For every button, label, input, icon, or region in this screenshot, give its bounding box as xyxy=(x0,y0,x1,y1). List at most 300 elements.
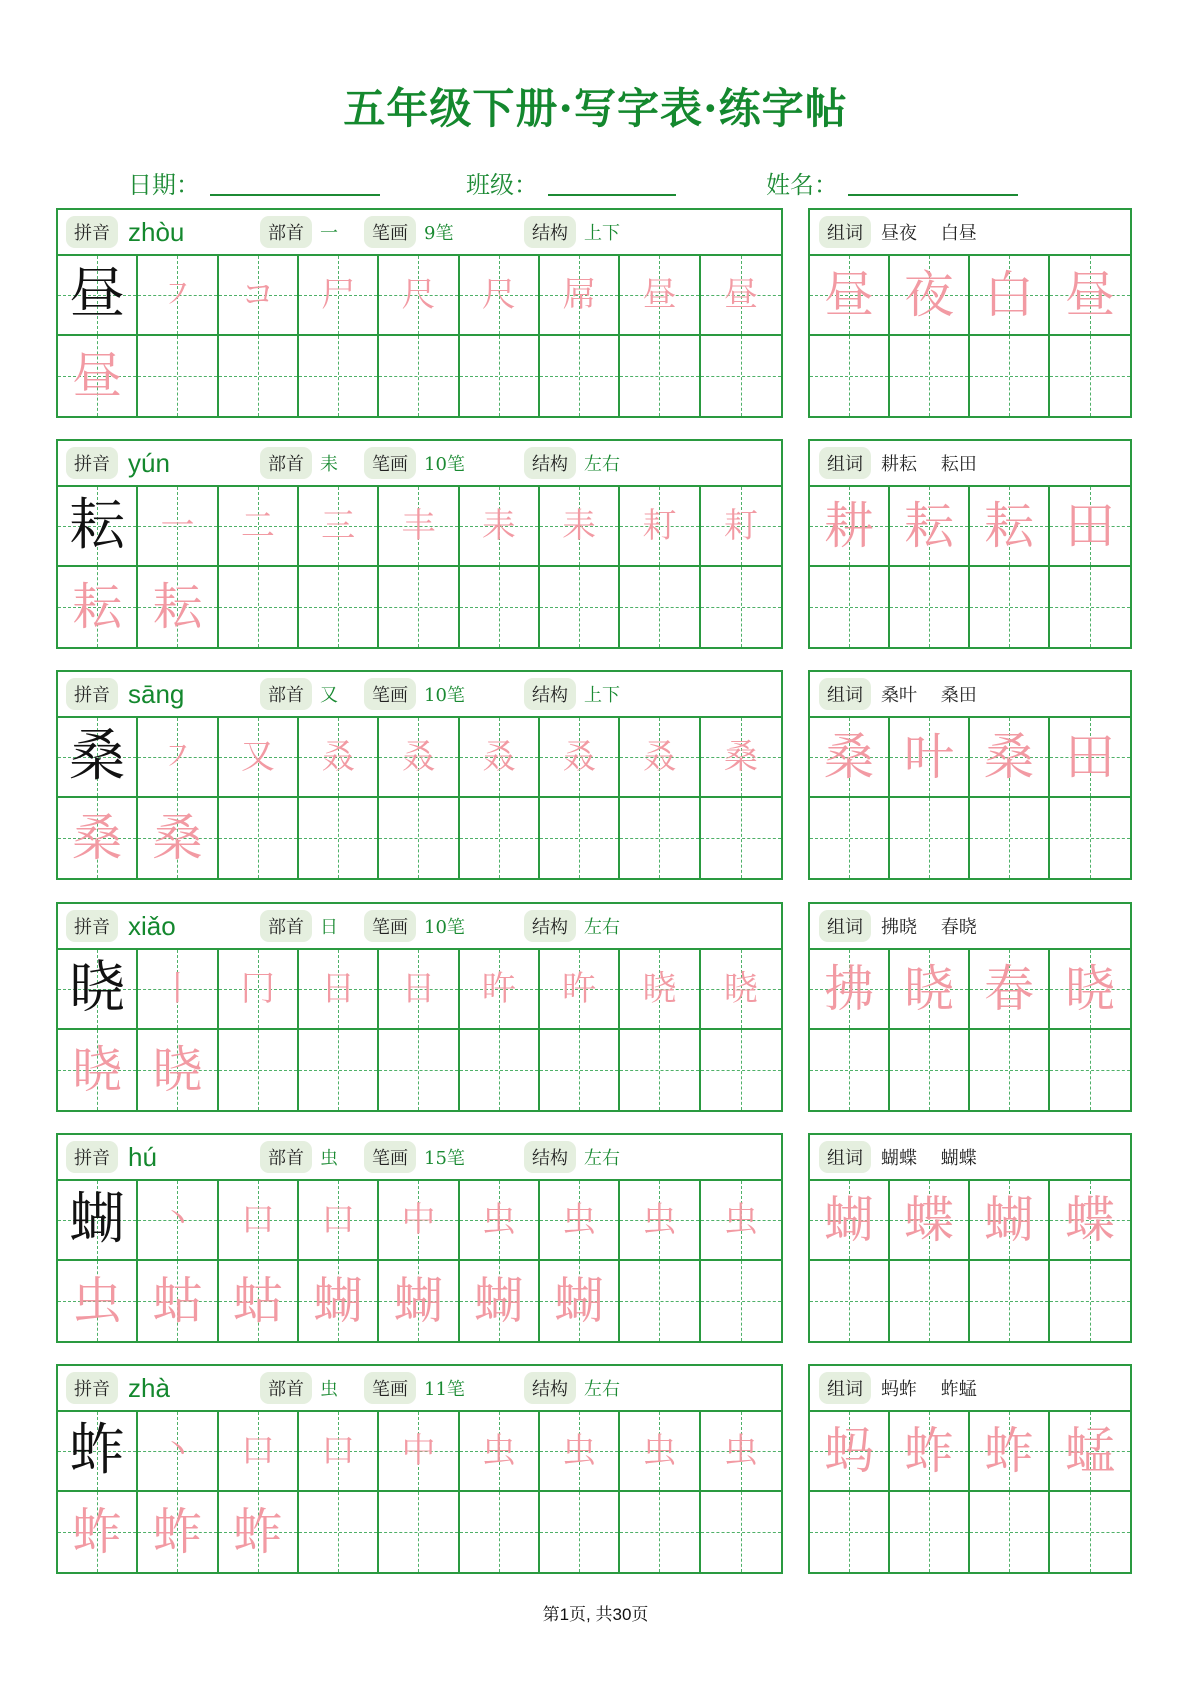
writing-cell[interactable] xyxy=(58,487,138,567)
writing-cell[interactable] xyxy=(970,950,1050,1030)
writing-cell[interactable] xyxy=(58,718,138,798)
writing-cell[interactable] xyxy=(138,1412,218,1492)
writing-cell[interactable] xyxy=(701,256,781,336)
strokes-value: 9笔 xyxy=(424,223,454,244)
writing-cell[interactable] xyxy=(460,950,540,1030)
word-practice-block xyxy=(808,1364,1132,1574)
writing-cell[interactable] xyxy=(299,1492,379,1572)
writing-cell[interactable] xyxy=(219,487,299,567)
writing-cell[interactable] xyxy=(970,487,1050,567)
structure-tag: 结构 xyxy=(524,447,576,479)
writing-cell[interactable] xyxy=(138,567,218,647)
stroke-order-step: 旿 xyxy=(481,969,516,1009)
words-value: 蝴蝶 蝴蝶 xyxy=(881,1148,977,1169)
word-trace-character: 桑 xyxy=(824,728,874,786)
writing-cell[interactable] xyxy=(58,798,138,878)
writing-cell[interactable] xyxy=(219,1492,299,1572)
writing-cell[interactable] xyxy=(379,1492,459,1572)
word-trace-character: 昼 xyxy=(1065,266,1115,324)
words-tag: 组词 xyxy=(819,1141,871,1173)
trace-character: 桑 xyxy=(152,809,203,867)
writing-cell[interactable] xyxy=(1050,1492,1130,1572)
writing-cell[interactable] xyxy=(379,718,459,798)
writing-cell[interactable] xyxy=(540,798,620,878)
writing-cell[interactable] xyxy=(1050,798,1130,878)
writing-cell[interactable] xyxy=(219,336,299,416)
writing-cell[interactable] xyxy=(970,1261,1050,1341)
pinyin-tag: 拼音 xyxy=(66,1141,118,1173)
word-practice-block xyxy=(808,670,1132,880)
pinyin-value: zhà xyxy=(128,1372,170,1403)
stroke-order-step: 叒 xyxy=(321,737,356,777)
writing-cell[interactable] xyxy=(620,718,700,798)
stroke-order-step: 日 xyxy=(401,969,436,1009)
words-value: 桑叶 桑田 xyxy=(881,685,977,706)
strokes-tag: 笔画 xyxy=(364,1372,416,1404)
writing-cell[interactable] xyxy=(299,798,379,878)
word-trace-character: 昼 xyxy=(824,266,874,324)
trace-character: 耘 xyxy=(72,578,123,636)
writing-cell[interactable] xyxy=(890,567,970,647)
words-value: 拂晓 春晓 xyxy=(881,917,977,938)
writing-cell[interactable] xyxy=(970,256,1050,336)
trace-character: 昼 xyxy=(72,347,123,405)
writing-cell[interactable] xyxy=(701,1412,781,1492)
writing-cell[interactable] xyxy=(620,1492,700,1572)
stroke-order-step: 尸 xyxy=(321,275,356,315)
writing-cell[interactable] xyxy=(540,487,620,567)
structure-value: 上下 xyxy=(584,223,620,244)
words-tag: 组词 xyxy=(819,216,871,248)
char-info-header xyxy=(58,210,781,256)
words-header xyxy=(810,441,1130,487)
writing-cell[interactable] xyxy=(379,1412,459,1492)
writing-cell[interactable] xyxy=(219,798,299,878)
writing-cell[interactable] xyxy=(540,718,620,798)
writing-cell[interactable] xyxy=(138,718,218,798)
writing-cell[interactable] xyxy=(58,256,138,336)
words-value: 昼夜 白昼 xyxy=(881,223,977,244)
words-value: 耕耘 耘田 xyxy=(881,454,977,475)
writing-cell[interactable] xyxy=(701,798,781,878)
writing-cell[interactable] xyxy=(620,950,700,1030)
radical-tag: 部首 xyxy=(260,216,312,248)
radical-value: 虫 xyxy=(320,1379,338,1400)
char-practice-block xyxy=(56,902,783,1112)
structure-tag: 结构 xyxy=(524,910,576,942)
writing-cell[interactable] xyxy=(299,487,379,567)
writing-cell[interactable] xyxy=(620,1412,700,1492)
stroke-order-step: 晓 xyxy=(642,969,677,1009)
writing-cell[interactable] xyxy=(890,718,970,798)
writing-cell[interactable] xyxy=(810,1181,890,1261)
stroke-order-step: 丰 xyxy=(401,506,436,546)
writing-cell[interactable] xyxy=(620,256,700,336)
trace-character: 蚱 xyxy=(72,1503,123,1561)
stroke-order-step: 丶 xyxy=(160,1431,195,1471)
writing-cell[interactable] xyxy=(810,487,890,567)
writing-cell[interactable] xyxy=(620,1181,700,1261)
structure-tag: 结构 xyxy=(524,1141,576,1173)
writing-cell[interactable] xyxy=(460,718,540,798)
writing-cell[interactable] xyxy=(219,1181,299,1261)
writing-cell[interactable] xyxy=(379,336,459,416)
word-trace-character: 耘 xyxy=(904,497,954,555)
strokes-value: 10笔 xyxy=(424,454,465,475)
writing-cell[interactable] xyxy=(379,567,459,647)
stroke-order-step: 虫 xyxy=(723,1200,758,1240)
stroke-order-step: 口 xyxy=(321,1200,356,1240)
writing-cell[interactable] xyxy=(1050,1412,1130,1492)
name-label: 姓名： xyxy=(766,171,838,199)
writing-cell[interactable] xyxy=(701,1030,781,1110)
writing-cell[interactable] xyxy=(58,1030,138,1110)
word-grid xyxy=(810,487,1130,647)
strokes-value: 10笔 xyxy=(424,917,465,938)
writing-cell[interactable] xyxy=(379,487,459,567)
radical-tag: 部首 xyxy=(260,678,312,710)
writing-cell[interactable] xyxy=(890,1030,970,1110)
char-info-header xyxy=(58,904,781,950)
writing-cell[interactable] xyxy=(890,336,970,416)
writing-cell[interactable] xyxy=(299,256,379,336)
radical-tag: 部首 xyxy=(260,1372,312,1404)
writing-cell[interactable] xyxy=(138,1181,218,1261)
word-trace-character: 耕 xyxy=(824,497,874,555)
stroke-order-step: 屌 xyxy=(562,275,597,315)
word-trace-character: 蝶 xyxy=(1065,1191,1115,1249)
trace-character: 虫 xyxy=(72,1272,123,1330)
words-tag: 组词 xyxy=(819,910,871,942)
writing-cell[interactable] xyxy=(810,1261,890,1341)
writing-cell[interactable] xyxy=(540,1261,620,1341)
structure-value: 左右 xyxy=(584,917,620,938)
pinyin-tag: 拼音 xyxy=(66,1372,118,1404)
trace-character: 蚱 xyxy=(152,1503,203,1561)
stroke-order-step: 丨 xyxy=(160,969,195,1009)
tianzige-grid xyxy=(58,1181,781,1341)
trace-character: 蛄 xyxy=(232,1272,283,1330)
word-grid xyxy=(810,950,1130,1110)
writing-cell[interactable] xyxy=(460,1412,540,1492)
word-practice-block xyxy=(808,439,1132,649)
writing-cell[interactable] xyxy=(58,950,138,1030)
writing-cell[interactable] xyxy=(810,256,890,336)
trace-character: 蝴 xyxy=(393,1272,444,1330)
words-header xyxy=(810,1366,1130,1412)
strokes-value: 11笔 xyxy=(424,1379,465,1400)
writing-cell[interactable] xyxy=(810,798,890,878)
word-practice-block xyxy=(808,902,1132,1112)
writing-cell[interactable] xyxy=(299,1030,379,1110)
writing-cell[interactable] xyxy=(1050,336,1130,416)
words-header xyxy=(810,904,1130,950)
model-character: 桑 xyxy=(69,724,126,789)
writing-cell[interactable] xyxy=(810,718,890,798)
words-header xyxy=(810,210,1130,256)
word-trace-character: 晓 xyxy=(1065,960,1115,1018)
char-practice-block xyxy=(56,439,783,649)
model-character: 蝴 xyxy=(69,1187,126,1252)
writing-cell[interactable] xyxy=(58,1412,138,1492)
stroke-order-step: 一 xyxy=(160,506,195,546)
writing-cell[interactable] xyxy=(970,1492,1050,1572)
stroke-order-step: 晓 xyxy=(723,969,758,1009)
date-input-line[interactable] xyxy=(210,193,380,196)
stroke-order-step: 又 xyxy=(240,737,275,777)
writing-cell[interactable] xyxy=(701,336,781,416)
writing-cell[interactable] xyxy=(58,567,138,647)
writing-cell[interactable] xyxy=(701,1181,781,1261)
writing-cell[interactable] xyxy=(379,1030,459,1110)
writing-cell[interactable] xyxy=(1050,567,1130,647)
strokes-tag: 笔画 xyxy=(364,447,416,479)
stroke-order-step: 耒 xyxy=(562,506,597,546)
structure-tag: 结构 xyxy=(524,216,576,248)
writing-cell[interactable] xyxy=(299,1412,379,1492)
stroke-order-step: 虫 xyxy=(562,1431,597,1471)
stroke-order-step: コ xyxy=(240,275,275,315)
writing-cell[interactable] xyxy=(379,1181,459,1261)
words-value: 蚂蚱 蚱蜢 xyxy=(881,1379,977,1400)
pinyin-value: yún xyxy=(128,447,170,478)
model-character: 耘 xyxy=(69,493,126,558)
page-title: 五年级下册·写字表·练字帖 xyxy=(343,84,848,133)
writing-cell[interactable] xyxy=(620,798,700,878)
writing-cell[interactable] xyxy=(219,1261,299,1341)
trace-character: 晓 xyxy=(152,1041,203,1099)
writing-cell[interactable] xyxy=(701,1261,781,1341)
stroke-order-step: 口 xyxy=(240,1200,275,1240)
writing-cell[interactable] xyxy=(299,1261,379,1341)
writing-cell[interactable] xyxy=(620,1261,700,1341)
tianzige-grid xyxy=(58,950,781,1110)
writing-cell[interactable] xyxy=(540,567,620,647)
model-character: 蚱 xyxy=(69,1418,126,1483)
char-info-header xyxy=(58,1135,781,1181)
writing-cell[interactable] xyxy=(701,567,781,647)
writing-cell[interactable] xyxy=(138,798,218,878)
stroke-order-step: 叒 xyxy=(562,737,597,777)
writing-cell[interactable] xyxy=(810,950,890,1030)
word-trace-character: 白 xyxy=(984,266,1034,324)
words-tag: 组词 xyxy=(819,1372,871,1404)
writing-cell[interactable] xyxy=(219,718,299,798)
char-info-header xyxy=(58,1366,781,1412)
tianzige-grid xyxy=(58,718,781,878)
writing-cell[interactable] xyxy=(1050,1181,1130,1261)
trace-character: 蝴 xyxy=(473,1272,524,1330)
writing-cell[interactable] xyxy=(58,1261,138,1341)
writing-cell[interactable] xyxy=(219,256,299,336)
writing-cell[interactable] xyxy=(970,336,1050,416)
writing-cell[interactable] xyxy=(540,1412,620,1492)
writing-cell[interactable] xyxy=(970,798,1050,878)
writing-cell[interactable] xyxy=(1050,718,1130,798)
stroke-order-step: 昼 xyxy=(723,275,758,315)
writing-cell[interactable] xyxy=(701,950,781,1030)
writing-cell[interactable] xyxy=(379,798,459,878)
writing-cell[interactable] xyxy=(460,1181,540,1261)
writing-cell[interactable] xyxy=(1050,1261,1130,1341)
writing-cell[interactable] xyxy=(810,1492,890,1572)
writing-cell[interactable] xyxy=(138,1030,218,1110)
strokes-tag: 笔画 xyxy=(364,678,416,710)
writing-cell[interactable] xyxy=(890,487,970,567)
writing-cell[interactable] xyxy=(460,567,540,647)
writing-cell[interactable] xyxy=(890,798,970,878)
writing-cell[interactable] xyxy=(970,1412,1050,1492)
writing-cell[interactable] xyxy=(138,336,218,416)
writing-cell[interactable] xyxy=(219,1412,299,1492)
writing-cell[interactable] xyxy=(138,487,218,567)
word-trace-character: 田 xyxy=(1065,497,1115,555)
word-trace-character: 桑 xyxy=(984,728,1034,786)
radical-tag: 部首 xyxy=(260,910,312,942)
writing-cell[interactable] xyxy=(890,1412,970,1492)
trace-character: 蝴 xyxy=(554,1272,605,1330)
word-trace-character: 蝶 xyxy=(904,1191,954,1249)
model-character: 昼 xyxy=(69,262,126,327)
writing-cell[interactable] xyxy=(620,336,700,416)
writing-cell[interactable] xyxy=(540,256,620,336)
stroke-order-step: ㇇ xyxy=(160,737,195,777)
pinyin-value: xiǎo xyxy=(128,910,176,941)
writing-cell[interactable] xyxy=(460,256,540,336)
word-grid xyxy=(810,256,1130,416)
writing-cell[interactable] xyxy=(138,1492,218,1572)
stroke-order-step: 三 xyxy=(321,506,356,546)
radical-value: 又 xyxy=(320,685,338,706)
stroke-order-step: 叒 xyxy=(642,737,677,777)
radical-tag: 部首 xyxy=(260,1141,312,1173)
stroke-order-step: 叒 xyxy=(481,737,516,777)
strokes-tag: 笔画 xyxy=(364,1141,416,1173)
writing-cell[interactable] xyxy=(460,1030,540,1110)
writing-cell[interactable] xyxy=(1050,1030,1130,1110)
writing-cell[interactable] xyxy=(219,567,299,647)
structure-tag: 结构 xyxy=(524,678,576,710)
trace-character: 蛄 xyxy=(152,1272,203,1330)
writing-cell[interactable] xyxy=(138,950,218,1030)
writing-cell[interactable] xyxy=(299,336,379,416)
writing-cell[interactable] xyxy=(299,567,379,647)
writing-cell[interactable] xyxy=(970,718,1050,798)
writing-cell[interactable] xyxy=(810,336,890,416)
writing-cell[interactable] xyxy=(460,336,540,416)
writing-cell[interactable] xyxy=(299,1181,379,1261)
stroke-order-step: ㇇ xyxy=(160,275,195,315)
word-grid xyxy=(810,1181,1130,1341)
writing-cell[interactable] xyxy=(970,567,1050,647)
writing-cell[interactable] xyxy=(620,567,700,647)
writing-cell[interactable] xyxy=(890,1492,970,1572)
tianzige-grid xyxy=(58,487,781,647)
writing-cell[interactable] xyxy=(58,336,138,416)
radical-value: 耒 xyxy=(320,454,338,475)
class-field xyxy=(466,160,676,200)
stroke-order-step: 丶 xyxy=(160,1200,195,1240)
trace-character: 耘 xyxy=(152,578,203,636)
writing-cell[interactable] xyxy=(379,950,459,1030)
word-practice-block xyxy=(808,208,1132,418)
strokes-value: 15笔 xyxy=(424,1148,465,1169)
writing-cell[interactable] xyxy=(890,1261,970,1341)
writing-cell[interactable] xyxy=(540,950,620,1030)
writing-cell[interactable] xyxy=(460,1261,540,1341)
stroke-order-step: 虫 xyxy=(481,1431,516,1471)
writing-cell[interactable] xyxy=(138,1261,218,1341)
writing-cell[interactable] xyxy=(58,1181,138,1261)
writing-cell[interactable] xyxy=(701,1492,781,1572)
writing-cell[interactable] xyxy=(970,1181,1050,1261)
char-practice-block xyxy=(56,208,783,418)
writing-cell[interactable] xyxy=(810,1412,890,1492)
page-number: 第1页, 共30页 xyxy=(542,1605,649,1624)
writing-cell[interactable] xyxy=(970,1030,1050,1110)
writing-cell[interactable] xyxy=(1050,487,1130,567)
writing-cell[interactable] xyxy=(58,1492,138,1572)
strokes-value: 10笔 xyxy=(424,685,465,706)
writing-cell[interactable] xyxy=(810,1030,890,1110)
class-input-line[interactable] xyxy=(548,193,676,196)
stroke-order-step: 日 xyxy=(321,969,356,1009)
writing-cell[interactable] xyxy=(379,256,459,336)
writing-cell[interactable] xyxy=(1050,950,1130,1030)
word-practice-block xyxy=(808,1133,1132,1343)
char-practice-block xyxy=(56,670,783,880)
word-trace-character: 晓 xyxy=(904,960,954,1018)
writing-cell[interactable] xyxy=(890,1181,970,1261)
writing-cell[interactable] xyxy=(810,567,890,647)
word-trace-character: 蝴 xyxy=(984,1191,1034,1249)
writing-cell[interactable] xyxy=(620,487,700,567)
writing-cell[interactable] xyxy=(299,950,379,1030)
writing-cell[interactable] xyxy=(701,487,781,567)
stroke-order-step: 虫 xyxy=(642,1431,677,1471)
stroke-order-step: 尺 xyxy=(481,275,516,315)
writing-cell[interactable] xyxy=(540,336,620,416)
stroke-order-step: 昼 xyxy=(642,275,677,315)
name-input-line[interactable] xyxy=(848,193,1018,196)
writing-cell[interactable] xyxy=(620,1030,700,1110)
radical-value: 虫 xyxy=(320,1148,338,1169)
strokes-tag: 笔画 xyxy=(364,216,416,248)
words-tag: 组词 xyxy=(819,678,871,710)
stroke-order-step: 冂 xyxy=(240,969,275,1009)
writing-cell[interactable] xyxy=(1050,256,1130,336)
stroke-order-step: 中 xyxy=(401,1200,436,1240)
writing-cell[interactable] xyxy=(138,256,218,336)
date-field xyxy=(128,160,380,200)
writing-cell[interactable] xyxy=(219,1030,299,1110)
writing-cell[interactable] xyxy=(540,1030,620,1110)
writing-cell[interactable] xyxy=(701,718,781,798)
writing-cell[interactable] xyxy=(540,1492,620,1572)
writing-cell[interactable] xyxy=(460,798,540,878)
writing-cell[interactable] xyxy=(299,718,379,798)
class-label: 班级： xyxy=(466,171,538,199)
writing-cell[interactable] xyxy=(379,1261,459,1341)
writing-cell[interactable] xyxy=(219,950,299,1030)
writing-cell[interactable] xyxy=(460,1492,540,1572)
writing-cell[interactable] xyxy=(540,1181,620,1261)
writing-cell[interactable] xyxy=(890,950,970,1030)
word-trace-character: 蚂 xyxy=(824,1422,874,1480)
stroke-order-step: 虫 xyxy=(481,1200,516,1240)
writing-cell[interactable] xyxy=(460,487,540,567)
writing-cell[interactable] xyxy=(890,256,970,336)
